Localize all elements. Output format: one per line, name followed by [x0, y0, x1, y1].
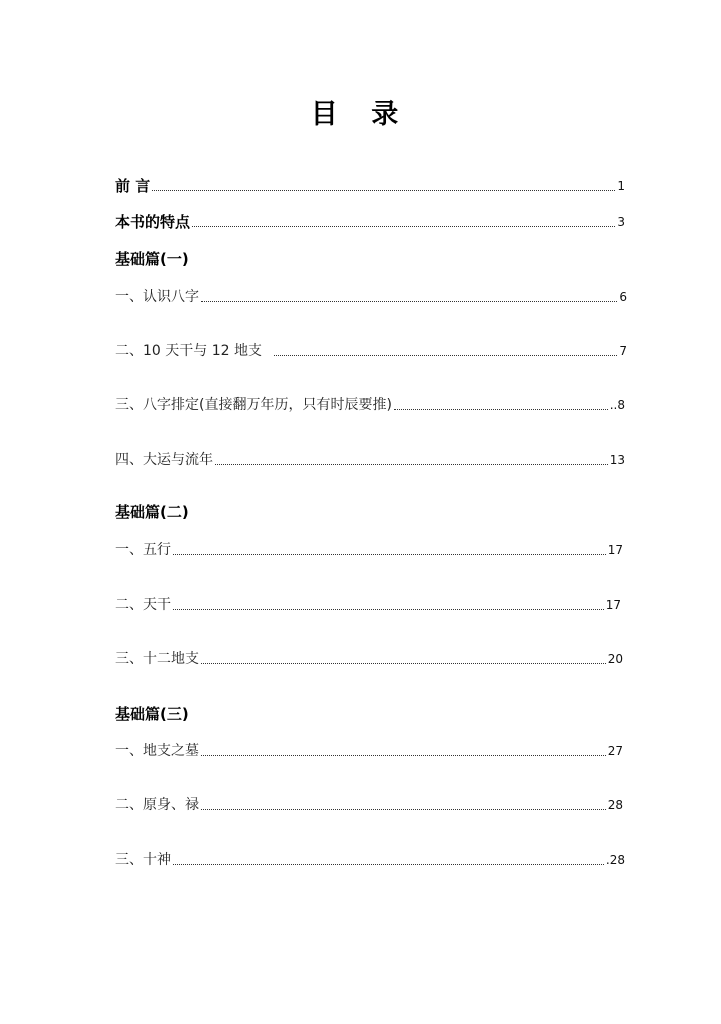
- toc-entry[interactable]: [115, 541, 623, 559]
- toc-entry-features[interactable]: [115, 213, 625, 231]
- toc-entry[interactable]: [115, 342, 627, 360]
- toc-entry-label: 二、天干: [115, 597, 171, 613]
- toc-entry[interactable]: [115, 796, 623, 814]
- section-heading: 基础篇(三): [115, 705, 189, 723]
- toc-entry-label: 一、认识八字: [115, 289, 199, 305]
- toc-entry-page: 20: [607, 652, 623, 666]
- dot-leader: [173, 608, 604, 610]
- toc-entry-page: 17: [607, 543, 623, 557]
- dot-leader: [192, 225, 615, 227]
- dot-leader: [215, 463, 608, 465]
- toc-entry-label: 本书的特点: [115, 213, 191, 231]
- dot-leader: [152, 189, 615, 191]
- toc-entry-page: 28: [607, 798, 623, 812]
- toc-entry-page: 6: [619, 290, 627, 304]
- toc-entry-page: .28: [605, 853, 625, 867]
- section-heading: 基础篇(二): [115, 503, 189, 521]
- toc-entry-label: 三、八字排定(直接翻万年历，只有时辰要推): [115, 397, 392, 413]
- dot-leader: [394, 408, 608, 410]
- toc-entry-page: 13: [609, 453, 625, 467]
- toc-entry-label: 前 言: [115, 177, 151, 195]
- toc-entry[interactable]: [115, 851, 625, 869]
- toc-entry[interactable]: [115, 596, 621, 614]
- toc-entry-preface[interactable]: [115, 177, 625, 195]
- toc-entry-page: 7: [619, 344, 627, 358]
- dot-leader: [201, 754, 606, 756]
- toc-entry[interactable]: [115, 742, 623, 760]
- toc-entry-label: 四、大运与流年: [115, 452, 213, 468]
- toc-entry-label: 二、原身、禄: [115, 797, 199, 813]
- toc-entry[interactable]: [115, 650, 623, 668]
- toc-entry-page: 3: [617, 215, 625, 229]
- page-title: 目 录: [310, 99, 411, 130]
- toc-entry-label: 三、十二地支: [115, 651, 199, 667]
- toc-entry-page: 1: [617, 179, 625, 193]
- section-heading: 基础篇(一): [115, 250, 189, 268]
- toc-entry-page: 27: [607, 744, 623, 758]
- toc-entry[interactable]: [115, 396, 625, 414]
- toc-entry-page: ..8: [609, 398, 625, 412]
- dot-leader: [173, 863, 604, 865]
- toc-entry-label: 二、10 天干与 12 地支: [115, 343, 262, 359]
- dot-leader: [201, 808, 606, 810]
- toc-entry[interactable]: [115, 288, 627, 306]
- toc-entry[interactable]: [115, 451, 625, 469]
- toc-entry-label: 三、十神: [115, 852, 171, 868]
- toc-entry-page: 17: [605, 598, 621, 612]
- dot-leader: [201, 662, 606, 664]
- toc-entry-label: 一、地支之墓: [115, 743, 199, 759]
- dot-leader: [274, 354, 617, 356]
- dot-leader: [201, 300, 617, 302]
- toc-entry-label: 一、五行: [115, 542, 171, 558]
- dot-leader: [173, 553, 606, 555]
